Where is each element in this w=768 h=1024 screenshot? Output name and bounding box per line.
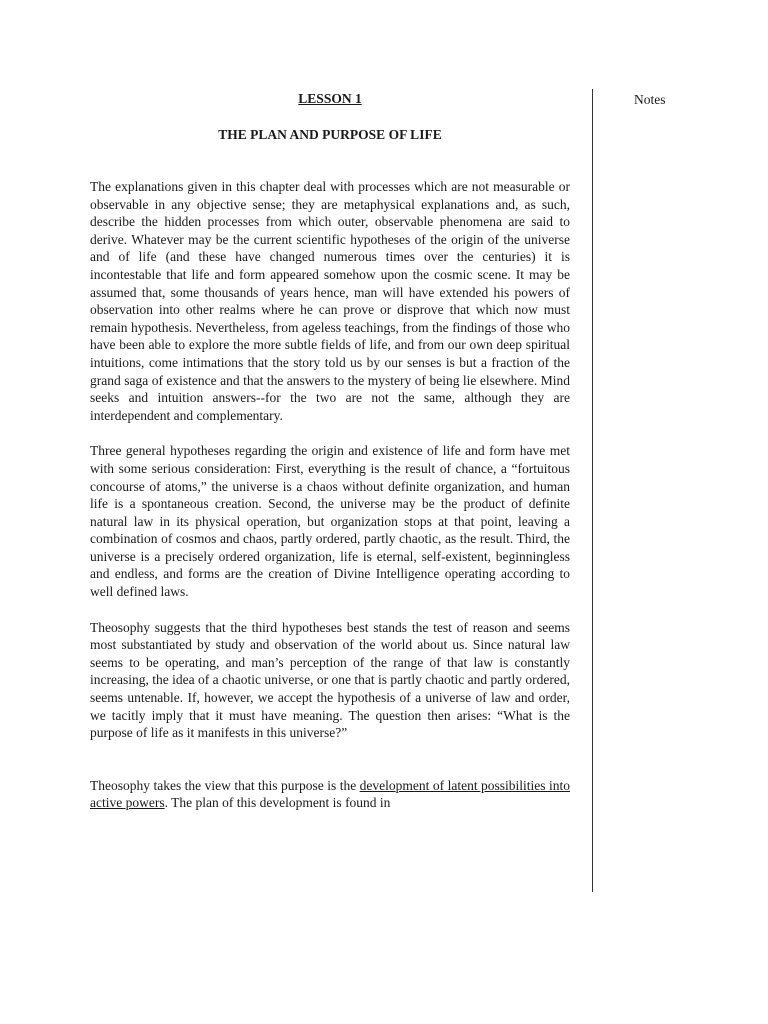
paragraph-3: Theosophy suggests that the third hypotheses best stands the test of reason and seems most substantiated by study and observation of the world about us. Since natural law seems to be operating, and man’s perception of the range of that law is constantly increasing, the idea of a chaotic universe, or one that is partly chaotic and partly ordered, seems untenable. If, however, we accept the hypothesis of a universe of law and order, we tacitly imply that it must have meaning. The question then arises: “What is the purpose of life as it manifests in this universe?” xyxy=(90,619,570,741)
paragraph-2: Three general hypotheses regarding the origin and existence of life and form have met with some serious consideration: First, everything is the result of chance, a “fortuitous concourse of atoms,” the universe is a chaos without definite organization, and human life is a spontaneous creation. Second, the universe may be the product of definite natural law in its physical operation, but organization stops at that point, leaving a combination of cosmos and chaos, partly ordered, partly chaotic, as the result. Third, the universe is a precisely ordered organization, life is eternal, self-existent, beginningless and endless, and forms are the creation of Divine Intelligence operating according to well defined laws. xyxy=(90,443,570,600)
lesson-heading: LESSON 1 xyxy=(298,91,362,106)
chapter-title: THE PLAN AND PURPOSE OF LIFE xyxy=(218,127,442,142)
paragraph-4-end: . The plan of this development is found in xyxy=(164,795,391,811)
main-text-column xyxy=(90,90,570,812)
paragraph-1: The explanations given in this chapter deal with processes which are not measurable or observable in any objective sense; they are metaphysical explanations and, as such, describe the hidden processes from which outer, observable phenomena are said to derive. Whatever may be the current scientific hypotheses of the origin of the universe and of life (and these have changed numerous times over the centuries) it is incontestable that life and form appeared somehow upon the cosmic scene. It may be assumed that, some thousands of years hence, man will have extended his powers of observation into other realms where he can prove or disprove that which now must remain hypothesis. Nevertheless, from ageless teachings, from the findings of those who have been able to explore the more subtle fields of life, and from our own deep spiritual intuitions, come intimations that the story told us by our senses is but a fraction of the grand saga of existence and that the answers to the mystery of being lie elsewhere. Mind seeks and intuition answers--for the two are not the same, although they are interdependent and complementary. xyxy=(90,179,570,423)
paragraph-4-underlined-phrase: development of latent possibilities into active powers xyxy=(90,777,571,811)
margin-divider-line xyxy=(592,89,593,892)
notes-label: Notes xyxy=(634,92,666,107)
paragraph-4 xyxy=(90,777,570,812)
paragraph-4-start: Theosophy takes the view that this purpose is the xyxy=(90,777,360,793)
